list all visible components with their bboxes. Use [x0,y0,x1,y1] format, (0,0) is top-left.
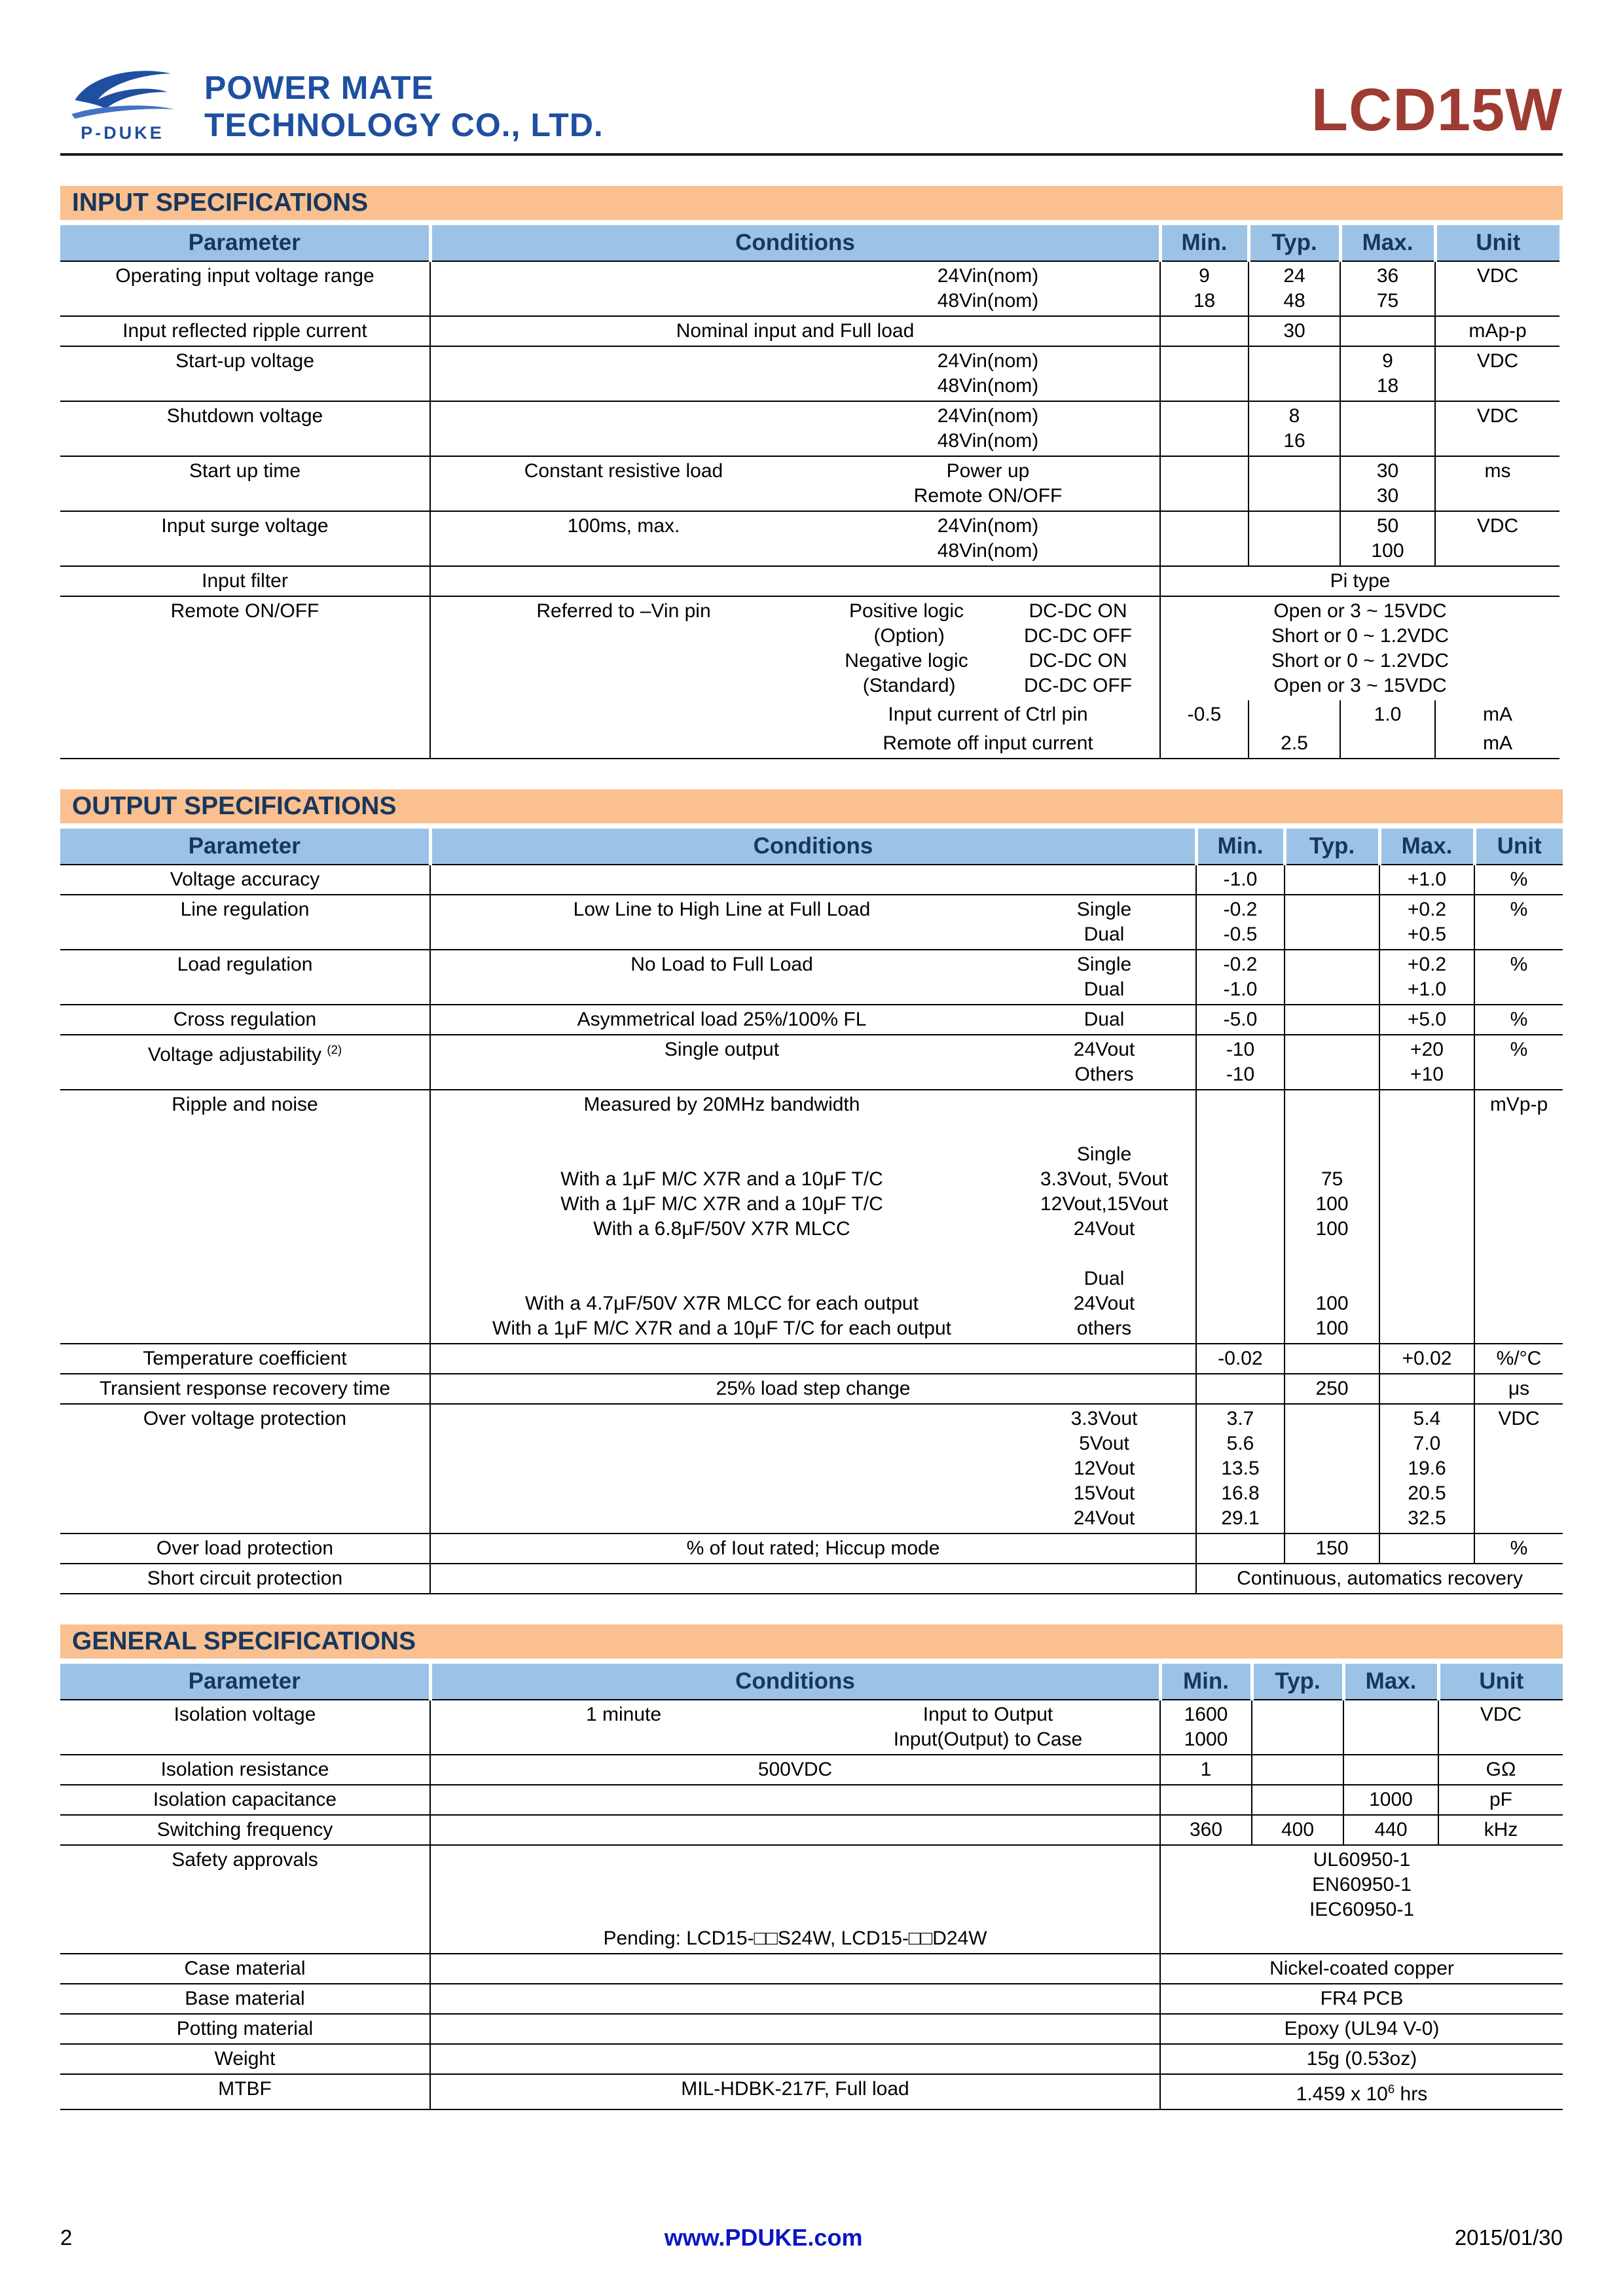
value-cell [1249,511,1340,566]
value-cell [430,346,816,401]
value-cell: +20 +10 [1379,1035,1474,1090]
company-name-line2: TECHNOLOGY CO., LTD. [204,107,604,143]
parameter-cell: Case material [60,1954,430,1984]
column-header-parameter: Parameter [60,225,430,261]
section-title-general: GENERAL SPECIFICATIONS [60,1624,1563,1659]
parameter-cell: Short circuit protection [60,1564,430,1594]
value-cell: 3.3Vout 5Vout 12Vout 15Vout 24Vout [1013,1404,1196,1534]
parameter-cell [60,1924,430,1954]
table-row [60,261,1559,316]
value-cell: -0.2 -0.5 [1196,895,1285,950]
value-cell: % [1474,950,1563,1005]
value-cell [1196,1374,1285,1404]
section-title-output: OUTPUT SPECIFICATIONS [60,789,1563,823]
value-cell: 24Vin(nom) 48Vin(nom) [816,511,1160,566]
value-cell: Measured by 20MHz bandwidth With a 1μF M/C X7R and a 10μF T/C With a 1μF M/C X7R and a 10μF T/C With a 6.8μF/50V X7R MLCC With a 4.7μF/50V X7R MLCC for each output With a 1μF M/C X7R and a 10μF T/C for each output [430,1090,1013,1344]
value-cell [1285,895,1379,950]
parameter-cell: Load regulation [60,950,430,1005]
value-cell [1249,346,1340,401]
value-cell: Dual [1013,1005,1196,1035]
value-cell [1252,1755,1343,1785]
value-cell [1160,1924,1563,1954]
value-cell: % of Iout rated; Hiccup mode [430,1534,1196,1564]
parameter-cell: Potting material [60,2014,430,2044]
value-cell [1249,456,1340,511]
value-cell [430,2044,1160,2074]
value-cell: 1.0 [1340,700,1435,729]
value-cell: Epoxy (UL94 V-0) [1160,2014,1563,2044]
column-header-parameter: Parameter [60,1664,430,1700]
parameter-cell: Voltage adjustability $^{(2)}$ [60,1035,430,1090]
value-cell: Single Dual [1013,950,1196,1005]
table-row [60,1815,1563,1845]
value-cell [1285,1404,1379,1534]
value-cell: % [1474,895,1563,950]
output-specifications-section [60,789,1563,1594]
value-cell: Nickel-coated copper [1160,1954,1563,1984]
table-row [60,1035,1563,1090]
value-cell: Input to Output Input(Output) to Case [816,1700,1160,1755]
value-cell [430,1564,1196,1594]
parameter-cell: Cross regulation [60,1005,430,1035]
page-number: 2 [60,2225,73,2250]
logo-text: P-DUKE [81,123,164,143]
table-row [60,1954,1563,1984]
parameter-cell: Over voltage protection [60,1404,430,1534]
company-logo [60,65,604,144]
value-cell: VDC [1435,261,1559,316]
table-row [60,456,1559,511]
value-cell: Remote off input current [816,729,1160,759]
column-header-conditions: Conditions [430,225,1160,261]
parameter-cell: Shutdown voltage [60,401,430,456]
value-cell [1160,1785,1252,1815]
value-cell: % [1474,1005,1563,1035]
parameter-cell: Isolation resistance [60,1755,430,1785]
value-cell [1160,401,1249,456]
value-cell: 2.5 [1249,729,1340,759]
value-cell [430,401,816,456]
table-row [60,1845,1563,1924]
value-cell: Single output [430,1035,1013,1090]
company-name-line1: POWER MATE [204,69,434,106]
table-row [60,511,1559,566]
value-cell: 75 100 100 100 100 [1285,1090,1379,1344]
column-header-typ: Typ. [1252,1664,1343,1700]
value-cell: 1 [1160,1755,1252,1785]
value-cell: 30 30 [1340,456,1435,511]
value-cell: Constant resistive load [430,456,816,511]
parameter-cell: Operating input voltage range [60,261,430,316]
value-cell [1343,1700,1438,1755]
output-spec-table [60,829,1563,1594]
value-cell: No Load to Full Load [430,950,1013,1005]
parameter-cell: Voltage accuracy [60,865,430,895]
value-cell [430,1984,1160,2014]
value-cell: 150 [1285,1534,1379,1564]
value-cell: mVp-p [1474,1090,1563,1344]
table-row [60,895,1563,950]
parameter-cell: Ripple and noise [60,1090,430,1344]
value-cell [1196,1090,1285,1344]
value-cell: Continuous, automatics recovery [1196,1564,1563,1594]
value-cell: 24Vout Others [1013,1035,1196,1090]
value-cell [430,1954,1160,1984]
page-header [60,65,1563,156]
value-cell: -5.0 [1196,1005,1285,1035]
column-header-unit: Unit [1474,829,1563,865]
section-title-input: INPUT SPECIFICATIONS [60,186,1563,220]
value-cell: 360 [1160,1815,1252,1845]
table-row [60,1090,1563,1344]
value-cell: Pending: LCD15-□□S24W, LCD15-□□D24W [430,1924,1160,1954]
table-row [60,950,1563,1005]
value-cell [430,1404,1013,1534]
input-specifications-section [60,186,1563,759]
value-cell [1196,1534,1285,1564]
value-cell: % [1474,865,1563,895]
value-cell: % [1474,1035,1563,1090]
value-cell: kHz [1438,1815,1563,1845]
value-cell: +5.0 [1379,1005,1474,1035]
table-row [60,2044,1563,2074]
parameter-cell: Input reflected ripple current [60,316,430,346]
value-cell: 30 [1249,316,1340,346]
value-cell [1285,1344,1379,1374]
table-row [60,1785,1563,1815]
value-cell: VDC [1435,401,1559,456]
table-row [60,1534,1563,1564]
value-cell: MIL-HDBK-217F, Full load [430,2074,1160,2109]
product-title: LCD15W [1311,77,1563,143]
header-row [60,1664,1563,1700]
parameter-cell [60,729,430,759]
value-cell: mA [1483,704,1513,725]
value-cell: Open or 3 ~ 15VDC Short or 0 ~ 1.2VDC Short or 0 ~ 1.2VDC Open or 3 ~ 15VDC [1160,596,1559,700]
header-row [60,225,1559,261]
parameter-cell: Safety approvals [60,1845,430,1924]
value-cell: Pi type [1160,566,1559,596]
table-row [60,729,1559,759]
value-cell [1160,511,1249,566]
value-cell: Power up Remote ON/OFF [816,456,1160,511]
value-cell [1340,729,1435,759]
value-cell: UL60950-1 EN60950-1 IEC60950-1 [1160,1845,1563,1924]
column-header-max: Max. [1340,225,1435,261]
value-cell: 5.4 7.0 19.6 20.5 32.5 [1379,1404,1474,1534]
value-cell: 24Vin(nom) 48Vin(nom) [816,401,1160,456]
parameter-cell: Remote ON/OFF [60,596,430,700]
parameter-cell: Transient response recovery time [60,1374,430,1404]
table-row [60,2014,1563,2044]
value-cell [430,261,816,316]
value-cell: % [1474,1534,1563,1564]
value-cell [1160,456,1249,511]
value-cell: Positive logic (Option) Negative logic (Standard) [816,596,996,700]
value-cell: GΩ [1438,1755,1563,1785]
value-cell [1285,1035,1379,1090]
value-cell [1252,1700,1343,1755]
spec-tables-container [60,186,1563,2110]
column-header-unit: Unit [1438,1664,1563,1700]
table-row [60,865,1563,895]
column-header-max: Max. [1343,1664,1438,1700]
value-cell: VDC [1435,511,1559,566]
value-cell: Referred to –Vin pin [430,596,816,700]
value-cell: 1.459 x $10^6$ hrs [1160,2074,1563,2109]
value-cell [1249,700,1340,729]
value-cell [1379,1374,1474,1404]
value-cell [430,1815,1160,1845]
company-name [204,65,604,144]
parameter-cell: Isolation capacitance [60,1785,430,1815]
parameter-cell: Input filter [60,566,430,596]
value-cell [1252,1785,1343,1815]
value-cell [430,566,1160,596]
value-cell [1285,865,1379,895]
value-cell: -0.2 -1.0 [1196,950,1285,1005]
value-cell [1285,1005,1379,1035]
value-cell: 36 75 [1340,261,1435,316]
column-header-unit: Unit [1435,225,1559,261]
column-header-min: Min. [1196,829,1285,865]
column-header-conditions: Conditions [430,1664,1160,1700]
table-row [60,1924,1563,1954]
value-cell: pF [1438,1785,1563,1815]
value-cell: Single 3.3Vout, 5Vout 12Vout,15Vout 24Vout Dual 24Vout others [1013,1090,1196,1344]
value-cell: 1 minute [430,1700,816,1755]
value-cell [1379,1534,1474,1564]
parameter-cell: Base material [60,1984,430,2014]
table-row [60,1564,1563,1594]
table-row [60,1984,1563,2014]
value-cell: +0.2 +0.5 [1379,895,1474,950]
value-cell [430,865,1196,895]
column-header-parameter: Parameter [60,829,430,865]
value-cell [1160,316,1249,346]
value-cell: -10 -10 [1196,1035,1285,1090]
value-cell: mAp-p [1435,316,1559,346]
column-header-conditions: Conditions [430,829,1196,865]
value-cell [1379,1090,1474,1344]
table-row [60,346,1559,401]
pduke-logo-icon [64,65,181,120]
table-row [60,700,1559,729]
page-footer [60,2224,1563,2251]
value-cell: μs [1474,1374,1563,1404]
column-header-typ: Typ. [1285,829,1379,865]
parameter-cell: Weight [60,2044,430,2074]
parameter-cell: MTBF [60,2074,430,2109]
table-row [60,1005,1563,1035]
value-cell: 500VDC [430,1755,1160,1785]
parameter-cell: Switching frequency [60,1815,430,1845]
value-cell: Low Line to High Line at Full Load [430,895,1013,950]
parameter-cell: Line regulation [60,895,430,950]
table-row [60,1404,1563,1534]
value-cell: 24 48 [1249,261,1340,316]
parameter-cell: Start-up voltage [60,346,430,401]
parameter-cell: Input surge voltage [60,511,430,566]
table-row [60,596,1559,700]
general-specifications-section [60,1624,1563,2110]
value-cell: 3.7 5.6 13.5 16.8 29.1 [1196,1404,1285,1534]
value-cell: 100ms, max. [430,511,816,566]
value-cell [430,2014,1160,2044]
value-cell: -1.0 [1196,865,1285,895]
value-cell: -0.5 [1160,700,1249,729]
value-cell: ms [1435,456,1559,511]
value-cell: 24Vin(nom) 48Vin(nom) [816,261,1160,316]
value-cell: +0.2 +1.0 [1379,950,1474,1005]
value-cell: Asymmetrical load 25%/100% FL [430,1005,1013,1035]
column-header-typ: Typ. [1249,225,1340,261]
value-cell: 50 100 [1340,511,1435,566]
value-cell: 1000 [1343,1785,1438,1815]
header-row [60,829,1563,865]
column-header-min: Min. [1160,1664,1252,1700]
value-cell: +1.0 [1379,865,1474,895]
parameter-cell: Start up time [60,456,430,511]
column-header-min: Min. [1160,225,1249,261]
parameter-cell [60,700,430,729]
table-row [60,1374,1563,1404]
value-cell: VDC [1435,346,1559,401]
value-cell: FR4 PCB [1160,1984,1563,2014]
table-row [60,1344,1563,1374]
value-cell [430,729,816,759]
parameter-cell: Over load protection [60,1534,430,1564]
value-cell [430,700,816,729]
value-cell: DC-DC ON DC-DC OFF DC-DC ON DC-DC OFF [996,596,1160,700]
value-cell: 440 [1343,1815,1438,1845]
table-row [60,2074,1563,2109]
website-link[interactable]: www.PDUKE.com [664,2224,863,2251]
value-cell [1160,729,1249,759]
value-cell: 15g (0.53oz) [1160,2044,1563,2074]
footer-date: 2015/01/30 [1454,2225,1563,2250]
value-cell: mA [1435,729,1559,759]
value-cell: +0.02 [1379,1344,1474,1374]
column-header-max: Max. [1379,829,1474,865]
value-cell [430,1845,1160,1924]
value-cell: Single Dual [1013,895,1196,950]
value-cell [1340,316,1435,346]
value-cell: 24Vin(nom) 48Vin(nom) [816,346,1160,401]
parameter-cell: Temperature coefficient [60,1344,430,1374]
table-row [60,1755,1563,1785]
value-cell [1340,401,1435,456]
value-cell: Input current of Ctrl pin [816,700,1160,729]
value-cell: 9 18 [1160,261,1249,316]
value-cell [430,1785,1160,1815]
table-row [60,316,1559,346]
value-cell [430,1344,1196,1374]
parameter-cell: Isolation voltage [60,1700,430,1755]
value-cell: 1600 1000 [1160,1700,1252,1755]
value-cell [1160,346,1249,401]
input-spec-table [60,225,1559,759]
table-row [60,401,1559,456]
value-cell: Nominal input and Full load [430,316,1160,346]
value-cell: 9 18 [1340,346,1435,401]
general-spec-table [60,1664,1563,2110]
value-cell: VDC [1438,1700,1563,1755]
value-cell: VDC [1474,1404,1563,1534]
value-cell: 25% load step change [430,1374,1196,1404]
value-cell: 250 [1285,1374,1379,1404]
value-cell: -0.02 [1196,1344,1285,1374]
value-cell [1285,950,1379,1005]
logo-block [60,65,185,143]
table-row [60,1700,1563,1755]
value-cell: 400 [1252,1815,1343,1845]
value-cell: 8 16 [1249,401,1340,456]
table-row [60,566,1559,596]
value-cell [1343,1755,1438,1785]
value-cell: %/°C [1474,1344,1563,1374]
